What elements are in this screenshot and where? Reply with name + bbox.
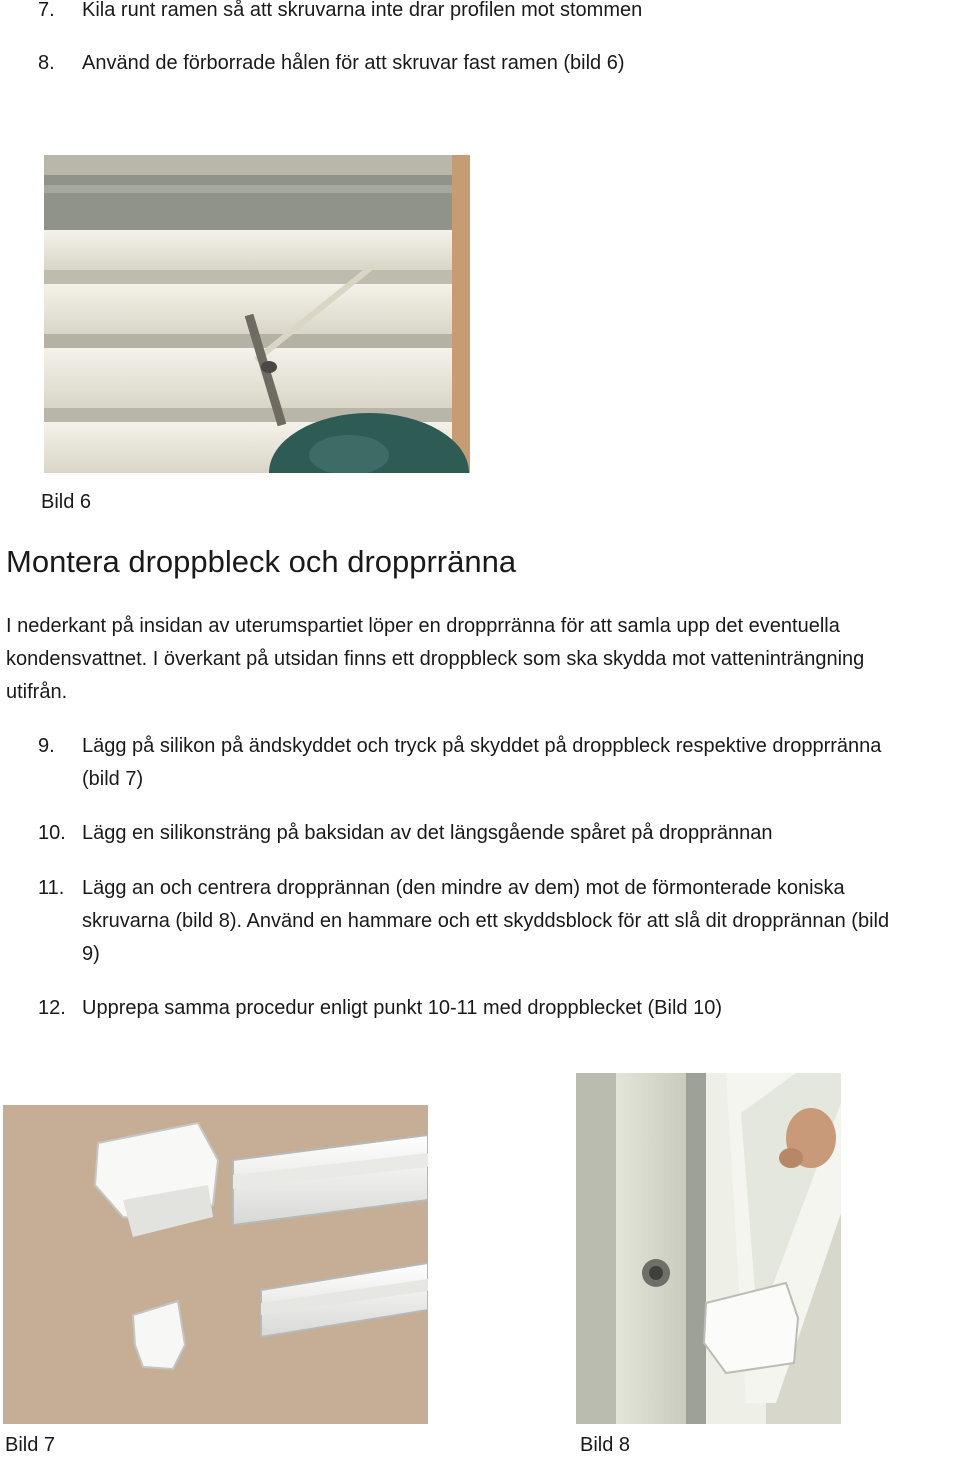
step-text: Använd de förborrade hålen för att skruvar fast ramen (bild 6) <box>82 52 625 74</box>
step-number: 10. <box>38 822 66 844</box>
section-heading: Montera droppbleck och dropprränna <box>6 544 517 579</box>
step-text-line: Upprepa samma procedur enligt punkt 10-11 med droppblecket (Bild 10) <box>82 997 722 1019</box>
step-text-line: Lägg en silikonsträng på baksidan av det längsgående spåret på dropprännan <box>82 822 773 844</box>
step-text-line: 9) <box>82 943 100 965</box>
step-number: 9. <box>38 735 55 757</box>
intro-line: I nederkant på insidan av uterumspartiet löper en dropprränna för att samla upp det eventuella <box>6 615 840 637</box>
intro-line: utifrån. <box>6 681 68 703</box>
step-text-line: Lägg på silikon på ändskyddet och tryck på skyddet på droppbleck respektive dropprränna <box>82 735 882 757</box>
caption-bild-8: Bild 8 <box>580 1434 631 1456</box>
step-text: Kila runt ramen så att skruvarna inte drar profilen mot stommen <box>82 0 643 21</box>
caption-bild-6: Bild 6 <box>41 491 92 513</box>
photo-bild-7 <box>3 1105 428 1424</box>
step-number: 7. <box>38 0 55 21</box>
step-text-line: (bild 7) <box>82 768 144 790</box>
step-number: 11. <box>38 877 65 899</box>
step-number: 8. <box>38 52 55 74</box>
step-number: 12. <box>38 997 66 1019</box>
photo-bild-8 <box>576 1073 841 1424</box>
photo-bild-6 <box>44 155 470 473</box>
step-text-line: Lägg an och centrera dropprännan (den mindre av dem) mot de förmonterade koniska <box>82 877 845 899</box>
intro-line: kondensvattnet. I överkant på utsidan finns ett droppbleck som ska skydda mot vatteninträngning <box>6 648 865 670</box>
caption-bild-7: Bild 7 <box>5 1434 56 1456</box>
step-text-line: skruvarna (bild 8). Använd en hammare och ett skyddsblock för att slå dit dropprännan (bild <box>82 910 890 932</box>
